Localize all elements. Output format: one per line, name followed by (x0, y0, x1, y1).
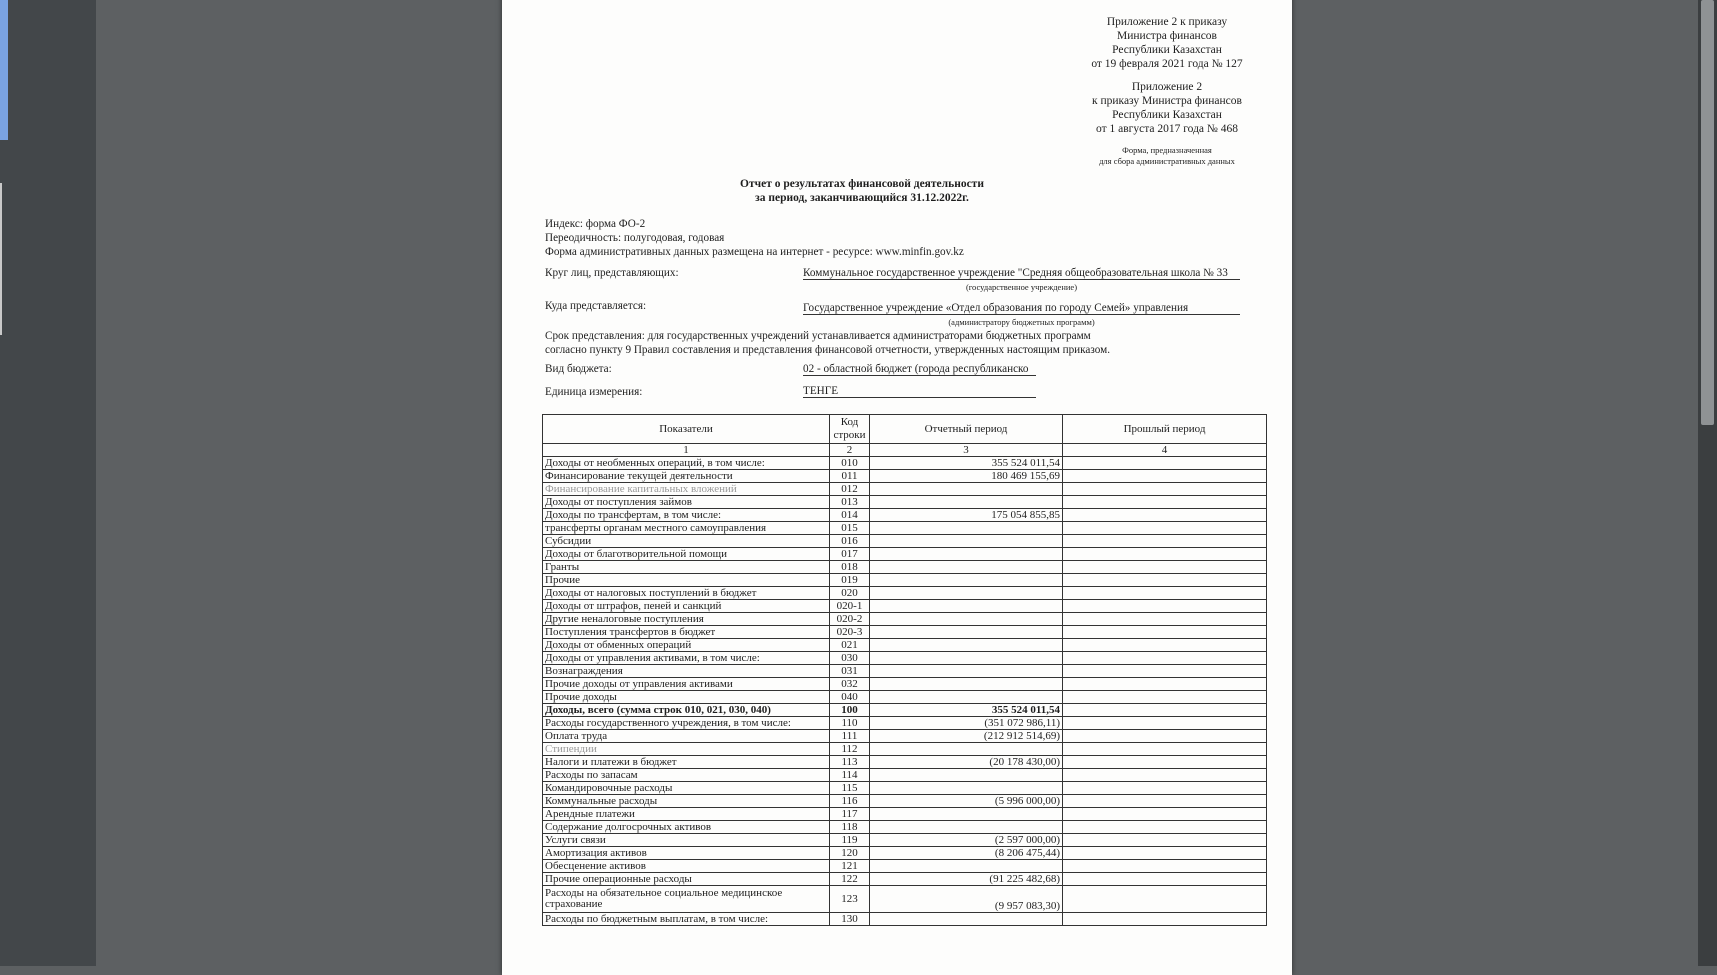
table-header-row (543, 415, 1267, 444)
indicator-cell: Финансирование капитальных вложений (543, 483, 830, 496)
table-row (543, 509, 1267, 522)
current-period-cell (870, 639, 1063, 652)
header-line: от 19 февраля 2021 года № 127 (1091, 58, 1243, 70)
line-code-cell: 122 (830, 873, 870, 886)
line-code-cell: 032 (830, 678, 870, 691)
line-code-cell: 130 (830, 913, 870, 926)
current-period-cell (870, 587, 1063, 600)
line-code-cell: 016 (830, 535, 870, 548)
indicator-cell: Доходы, всего (сумма строк 010, 021, 030, 040) (543, 704, 830, 717)
indicator-cell: Доходы от штрафов, пеней и санкций (543, 600, 830, 613)
previous-period-cell (1063, 639, 1267, 652)
current-period-cell (870, 600, 1063, 613)
table-row (543, 913, 1267, 926)
current-period-cell (870, 860, 1063, 873)
presenters-value: Коммунальное государственное учреждение "Средняя общеобразовательная школа № 33 (803, 267, 1240, 280)
indicator-cell: Расходы на обязательное социальное медицинское страхование (543, 886, 830, 913)
previous-period-cell (1063, 808, 1267, 821)
indicator-cell: Доходы по трансфертам, в том числе: (543, 509, 830, 522)
current-period-cell: (212 912 514,69) (870, 730, 1063, 743)
recipient-caption: (администратору бюджетных программ) (948, 317, 1095, 327)
line-code-cell: 011 (830, 470, 870, 483)
line-code-cell: 031 (830, 665, 870, 678)
previous-period-cell (1063, 522, 1267, 535)
form-info (545, 217, 964, 259)
current-period-cell (870, 483, 1063, 496)
line-code-cell: 014 (830, 509, 870, 522)
previous-period-cell (1063, 548, 1267, 561)
line-code-cell: 020-2 (830, 613, 870, 626)
previous-period-cell (1063, 561, 1267, 574)
previous-period-cell (1063, 496, 1267, 509)
previous-period-cell (1063, 717, 1267, 730)
indicator-cell: Арендные платежи (543, 808, 830, 821)
indicator-cell: Прочие операционные расходы (543, 873, 830, 886)
indicator-cell: Расходы по запасам (543, 769, 830, 782)
table-row (543, 483, 1267, 496)
current-period-cell: (91 225 482,68) (870, 873, 1063, 886)
line-code-cell: 013 (830, 496, 870, 509)
current-period-cell (870, 691, 1063, 704)
current-period-cell (870, 652, 1063, 665)
header-line: Приложение 2 к приказу (1106, 16, 1228, 28)
line-code-cell: 040 (830, 691, 870, 704)
appendix-header-2017 (1067, 80, 1267, 136)
table-row (543, 691, 1267, 704)
table-row (543, 834, 1267, 847)
current-period-cell: (8 206 475,44) (870, 847, 1063, 860)
table-row (543, 847, 1267, 860)
previous-period-cell (1063, 587, 1267, 600)
table-row (543, 587, 1267, 600)
header-line: от 1 августа 2017 года № 468 (1095, 123, 1239, 135)
unit-label: Единица измерения: (545, 386, 643, 398)
previous-period-cell (1063, 652, 1267, 665)
table-row (543, 574, 1267, 587)
current-period-cell (870, 678, 1063, 691)
table-row (543, 717, 1267, 730)
indicator-cell: Финансирование текущей деятельности (543, 470, 830, 483)
previous-period-cell (1063, 860, 1267, 873)
current-period-cell (870, 613, 1063, 626)
table-row (543, 821, 1267, 834)
info-line: Переодичность: полугодовая, годовая (545, 232, 725, 244)
table-row (543, 600, 1267, 613)
indicator-cell: Доходы от налоговых поступлений в бюджет (543, 587, 830, 600)
table-row (543, 522, 1267, 535)
previous-period-cell (1063, 470, 1267, 483)
table-row (543, 639, 1267, 652)
line-code-cell: 020-1 (830, 600, 870, 613)
current-period-cell (870, 626, 1063, 639)
line-code-cell: 020 (830, 587, 870, 600)
current-period-cell (870, 665, 1063, 678)
previous-period-cell (1063, 457, 1267, 470)
line-code-cell: 019 (830, 574, 870, 587)
line-code-cell: 119 (830, 834, 870, 847)
deadline-line: Срок представления: для государственных учреждений устанавливается администраторами бюджетных программ (545, 330, 1091, 342)
indicator-cell: Доходы от благотворительной помощи (543, 548, 830, 561)
form-note (1067, 145, 1267, 167)
line-code-cell: 111 (830, 730, 870, 743)
line-code-cell: 114 (830, 769, 870, 782)
table-row (543, 873, 1267, 886)
current-period-cell (870, 535, 1063, 548)
previous-period-cell (1063, 730, 1267, 743)
current-period-cell (870, 574, 1063, 587)
line-code-cell: 121 (830, 860, 870, 873)
previous-period-cell (1063, 574, 1267, 587)
indicator-cell: Прочие доходы от управления активами (543, 678, 830, 691)
table-row (543, 743, 1267, 756)
line-code-cell: 113 (830, 756, 870, 769)
line-code-cell: 015 (830, 522, 870, 535)
line-code-cell: 010 (830, 457, 870, 470)
financial-results-table (542, 414, 1267, 926)
header-line: к приказу Министра финансов (1092, 95, 1242, 107)
table-row (543, 730, 1267, 743)
indicator-cell: Амортизация активов (543, 847, 830, 860)
indicator-cell: Гранты (543, 561, 830, 574)
left-panel (0, 0, 96, 966)
indicator-cell: Расходы государственного учреждения, в том числе: (543, 717, 830, 730)
line-code-cell: 110 (830, 717, 870, 730)
form-note-line: для сбора административных данных (1099, 156, 1235, 166)
info-line: Форма административных данных размещена на интернет - ресурсе: www.minfin.gov.kz (545, 246, 964, 258)
indicator-cell: Прочие доходы (543, 691, 830, 704)
header-line: Республики Казахстан (1112, 109, 1222, 121)
line-code-cell: 012 (830, 483, 870, 496)
table-row (543, 535, 1267, 548)
table-row (543, 665, 1267, 678)
line-code-cell: 017 (830, 548, 870, 561)
table-row (543, 626, 1267, 639)
previous-period-cell (1063, 873, 1267, 886)
form-note-line: Форма, предназначенная (1122, 145, 1212, 155)
indicator-cell: трансферты органам местного самоуправления (543, 522, 830, 535)
current-period-cell (870, 769, 1063, 782)
left-panel-strip (0, 183, 2, 335)
column-number: 3 (870, 444, 1063, 457)
column-number: 1 (543, 444, 830, 457)
previous-period-cell (1063, 743, 1267, 756)
recipient-value: Государственное учреждение «Отдел образования по городу Семей» управления (803, 302, 1240, 315)
indicator-cell: Доходы от необменных операций, в том числе: (543, 457, 830, 470)
current-period-cell: (20 178 430,00) (870, 756, 1063, 769)
indicator-cell: Доходы от обменных операций (543, 639, 830, 652)
previous-period-cell (1063, 821, 1267, 834)
table-row (543, 782, 1267, 795)
column-number-row (543, 444, 1267, 457)
current-period-cell (870, 548, 1063, 561)
line-code-cell: 100 (830, 704, 870, 717)
line-code-cell: 112 (830, 743, 870, 756)
line-code-cell: 116 (830, 795, 870, 808)
previous-period-cell (1063, 691, 1267, 704)
previous-period-cell (1063, 509, 1267, 522)
document-page (502, 0, 1292, 975)
indicator-cell: Налоги и платежи в бюджет (543, 756, 830, 769)
previous-period-cell (1063, 600, 1267, 613)
table-row (543, 756, 1267, 769)
previous-period-cell (1063, 847, 1267, 860)
current-period-cell: (5 996 000,00) (870, 795, 1063, 808)
column-number: 4 (1063, 444, 1267, 457)
left-panel-accent (0, 0, 8, 140)
budget-type-label: Вид бюджета: (545, 363, 612, 375)
table-row (543, 678, 1267, 691)
column-header: Прошлый период (1063, 415, 1267, 444)
header-line: Республики Казахстан (1112, 44, 1222, 56)
indicator-cell: Коммунальные расходы (543, 795, 830, 808)
previous-period-cell (1063, 665, 1267, 678)
previous-period-cell (1063, 769, 1267, 782)
table-row (543, 860, 1267, 873)
column-header: Отчетный период (870, 415, 1063, 444)
table-row (543, 548, 1267, 561)
line-code-cell: 018 (830, 561, 870, 574)
previous-period-cell (1063, 678, 1267, 691)
table-row (543, 808, 1267, 821)
title-line: за период, заканчивающийся 31.12.2022г. (755, 192, 969, 204)
indicator-cell: Обесценение активов (543, 860, 830, 873)
line-code-cell: 021 (830, 639, 870, 652)
line-code-cell: 117 (830, 808, 870, 821)
previous-period-cell (1063, 795, 1267, 808)
deadline-line: согласно пункту 9 Правил составления и представления финансовой отчетности, утвержденных настоящим приказом. (545, 344, 1110, 356)
indicator-cell: Доходы от управления активами, в том числе: (543, 652, 830, 665)
info-line: Индекс: форма ФО-2 (545, 218, 646, 230)
column-header: Показатели (543, 415, 830, 444)
indicator-cell: Командировочные расходы (543, 782, 830, 795)
indicator-cell: Услуги связи (543, 834, 830, 847)
table-row (543, 613, 1267, 626)
line-code-cell: 123 (830, 886, 870, 913)
previous-period-cell (1063, 913, 1267, 926)
column-number: 2 (830, 444, 870, 457)
current-period-cell (870, 561, 1063, 574)
line-code-cell: 020-3 (830, 626, 870, 639)
indicator-cell: Доходы от поступления займов (543, 496, 830, 509)
current-period-cell (870, 496, 1063, 509)
line-code-cell: 118 (830, 821, 870, 834)
current-period-cell: 355 524 011,54 (870, 457, 1063, 470)
presenters-label: Круг лиц, представляющих: (545, 267, 679, 279)
indicator-cell: Стипендии (543, 743, 830, 756)
table-row (543, 496, 1267, 509)
indicator-cell: Прочие (543, 574, 830, 587)
current-period-cell (870, 821, 1063, 834)
line-code-cell: 120 (830, 847, 870, 860)
current-period-cell (870, 808, 1063, 821)
current-period-cell: (2 597 000,00) (870, 834, 1063, 847)
unit-value: ТЕНГЕ (803, 385, 1036, 398)
previous-period-cell (1063, 782, 1267, 795)
previous-period-cell (1063, 626, 1267, 639)
report-title (702, 177, 1022, 205)
previous-period-cell (1063, 834, 1267, 847)
current-period-cell: 355 524 011,54 (870, 704, 1063, 717)
line-code-cell: 115 (830, 782, 870, 795)
header-line: Приложение 2 (1131, 81, 1203, 93)
table-row (543, 704, 1267, 717)
indicator-cell: Содержание долгосрочных активов (543, 821, 830, 834)
column-header: Код строки (830, 415, 870, 444)
table-row (543, 886, 1267, 913)
indicator-cell: Другие неналоговые поступления (543, 613, 830, 626)
current-period-cell (870, 522, 1063, 535)
table-row (543, 470, 1267, 483)
table-row (543, 795, 1267, 808)
line-code-cell: 030 (830, 652, 870, 665)
current-period-cell: 180 469 155,69 (870, 470, 1063, 483)
previous-period-cell (1063, 886, 1267, 913)
deadline-text (545, 329, 1110, 357)
previous-period-cell (1063, 756, 1267, 769)
recipient-label: Куда представляется: (545, 300, 647, 312)
appendix-header-2021 (1067, 15, 1267, 71)
table-row (543, 769, 1267, 782)
table-row (543, 652, 1267, 665)
current-period-cell: (351 072 986,11) (870, 717, 1063, 730)
previous-period-cell (1063, 535, 1267, 548)
indicator-cell: Поступления трансфертов в бюджет (543, 626, 830, 639)
table-row (543, 561, 1267, 574)
title-line: Отчет о результатах финансовой деятельности (740, 178, 984, 190)
current-period-cell: 175 054 855,85 (870, 509, 1063, 522)
table-row (543, 457, 1267, 470)
current-period-cell: (9 957 083,30) (870, 886, 1063, 913)
current-period-cell (870, 743, 1063, 756)
previous-period-cell (1063, 613, 1267, 626)
indicator-cell: Расходы по бюджетным выплатам, в том числе: (543, 913, 830, 926)
presenters-caption: (государственное учреждение) (965, 282, 1078, 292)
indicator-cell: Вознаграждения (543, 665, 830, 678)
previous-period-cell (1063, 704, 1267, 717)
current-period-cell (870, 913, 1063, 926)
header-line: Министра финансов (1117, 30, 1217, 42)
scrollbar-thumb[interactable] (1701, 0, 1714, 425)
indicator-cell: Оплата труда (543, 730, 830, 743)
indicator-cell: Субсидии (543, 535, 830, 548)
previous-period-cell (1063, 483, 1267, 496)
current-period-cell (870, 782, 1063, 795)
budget-type-value: 02 - областной бюджет (города республиканско (803, 363, 1036, 376)
